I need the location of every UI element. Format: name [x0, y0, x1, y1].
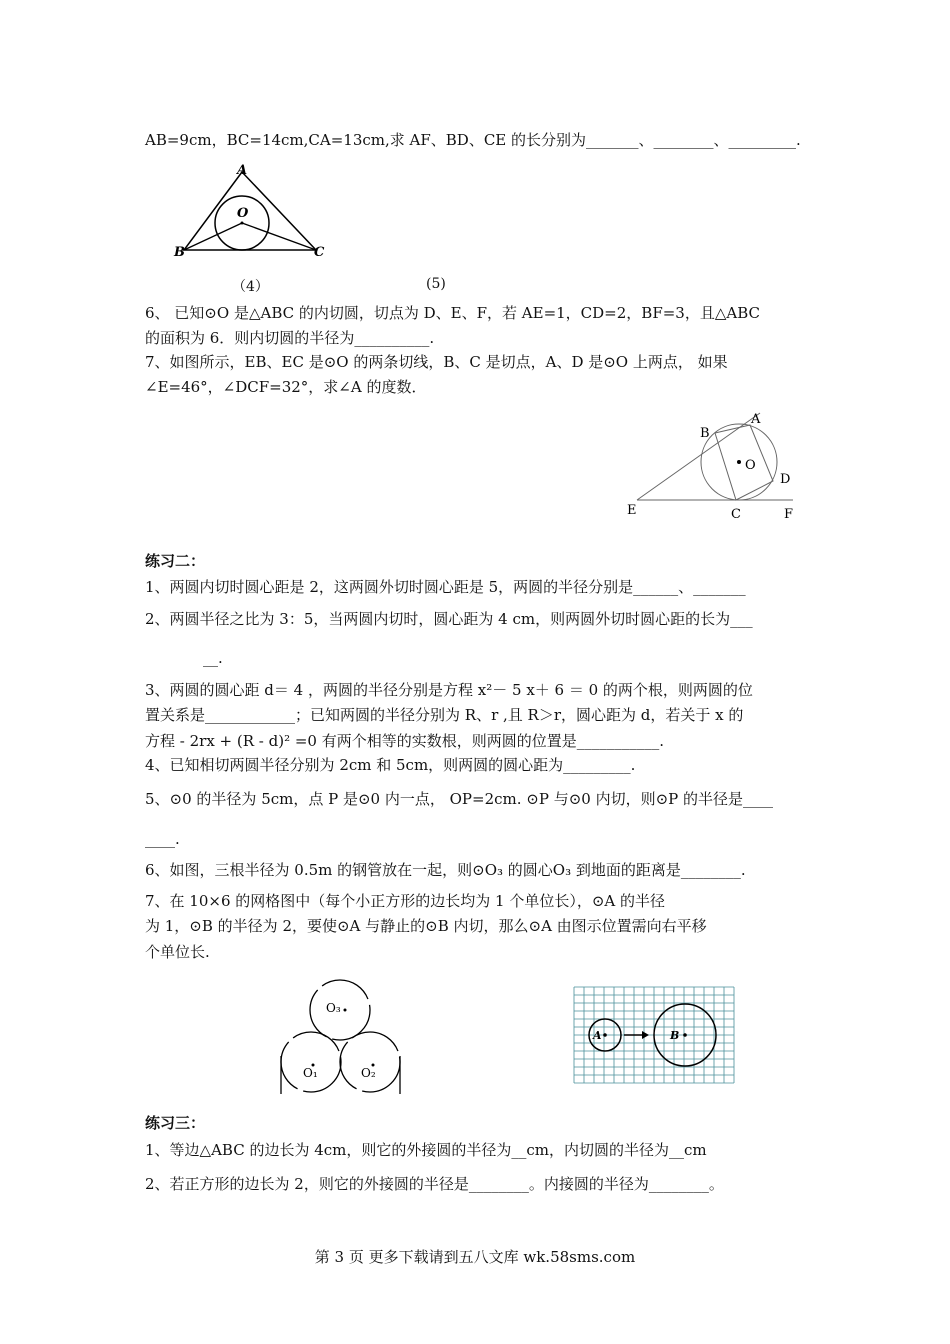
- sec2-question-3-line1: 3、两圆的圆心距 d＝ 4 ，两圆的半径分别是方程 x²－ 5 x＋ 6 ＝ 0 的两个根，则两圆的位: [145, 681, 753, 699]
- pipes-figure: [275, 978, 415, 1098]
- tri-label-b: B: [174, 245, 185, 260]
- tangent-circle-figure: [620, 405, 810, 525]
- sec2-question-5-line2: ____.: [145, 830, 180, 848]
- grid-label-b: B: [670, 1029, 680, 1042]
- sec2-question-7-line3: 个单位长.: [145, 943, 210, 961]
- figure-label-5: (5): [426, 276, 446, 292]
- sec2-question-6: 6、如图，三根半径为 0.5m 的钢管放在一起，则⊙O₃ 的圆心O₃ 到地面的距离是________.: [145, 861, 746, 879]
- tangent-label-b: B: [700, 426, 710, 441]
- pipe-label-o2: O₂: [361, 1066, 376, 1080]
- tangent-label-c: C: [731, 507, 741, 522]
- section-3-title: 练习三：: [145, 1114, 206, 1132]
- sec2-question-3-line2: 置关系是____________；已知两圆的半径分别为 R、r ,且 R＞r，圆心距为 d，若关于 x 的: [145, 706, 744, 724]
- question-7-line2: ∠E=46°，∠DCF=32°，求∠A 的度数．: [145, 378, 427, 396]
- grid-label-a: A: [593, 1029, 602, 1042]
- incircle-triangle-figure: [170, 160, 340, 265]
- sec2-question-5-line1: 5、⊙0 的半径为 5cm，点 P 是⊙0 内一点， OP=2cm. ⊙P 与⊙0 内切，则⊙P 的半径是____: [145, 790, 774, 808]
- sec2-question-7-line1: 7、在 10×6 的网格图中（每个小正方形的边长均为 1 个单位长），⊙A 的半径: [145, 892, 666, 910]
- pipe-label-o3: O₃: [326, 1001, 341, 1015]
- sec2-question-1: 1、两圆内切时圆心距是 2，这两圆外切时圆心距是 5，两圆的半径分别是______、_______: [145, 578, 746, 596]
- sec3-question-1: 1、等边△ABC 的边长为 4cm，则它的外接圆的半径为__cm，内切圆的半径为__cm: [145, 1141, 707, 1159]
- sec2-question-7-line2: 为 1，⊙B 的半径为 2，要使⊙A 与静止的⊙B 内切，那么⊙A 由图示位置需向右平移: [145, 917, 707, 935]
- sec2-question-3-line3: 方程 - 2rx + (R - d)² =0 有两个相等的实数根，则两圆的位置是___________.: [145, 732, 665, 750]
- figure-label-4: （4）: [232, 279, 269, 295]
- section-2-title: 练习二：: [145, 552, 206, 570]
- page-footer: 第 3 页 更多下载请到五八文库 wk.58sms.com: [314, 1248, 636, 1266]
- tri-label-c: C: [314, 245, 325, 260]
- sec3-question-2: 2、若正方形的边长为 2，则它的外接圆的半径是________。内接圆的半径为________。: [145, 1175, 724, 1193]
- tangent-label-o: O: [745, 458, 756, 473]
- sec2-question-4: 4、已知相切两圆半径分别为 2cm 和 5cm，则两圆的圆心距为_________.: [145, 756, 636, 774]
- tangent-label-e: E: [627, 503, 637, 518]
- tangent-label-a: A: [751, 412, 761, 427]
- tangent-label-f: F: [784, 507, 794, 522]
- tri-label-o: O: [237, 206, 249, 221]
- pipe-label-o1: O₁: [303, 1066, 318, 1080]
- tri-label-a: A: [237, 163, 248, 178]
- sec2-question-2-line2: __.: [203, 649, 223, 667]
- question-6-line1: 6、 已知⊙O 是△ABC 的内切圆，切点为 D、E、F，若 AE=1，CD=2，BF=3，且△ABC: [145, 304, 760, 322]
- question-6-line2: 的面积为 6．则内切圆的半径为__________.: [145, 329, 435, 347]
- grid-figure: [572, 985, 737, 1087]
- question-5-text: AB=9cm，BC=14cm,CA=13cm,求 AF、BD、CE 的长分别为_______、________、_________.: [145, 131, 801, 149]
- tangent-label-d: D: [780, 472, 791, 487]
- sec2-question-2-line1: 2、两圆半径之比为 3：5，当两圆内切时，圆心距为 4 cm，则两圆外切时圆心距的长为___: [145, 610, 753, 628]
- question-7-line1: 7、如图所示，EB、EC 是⊙O 的两条切线，B、C 是切点，A、D 是⊙O 上两点， 如果: [145, 353, 728, 371]
